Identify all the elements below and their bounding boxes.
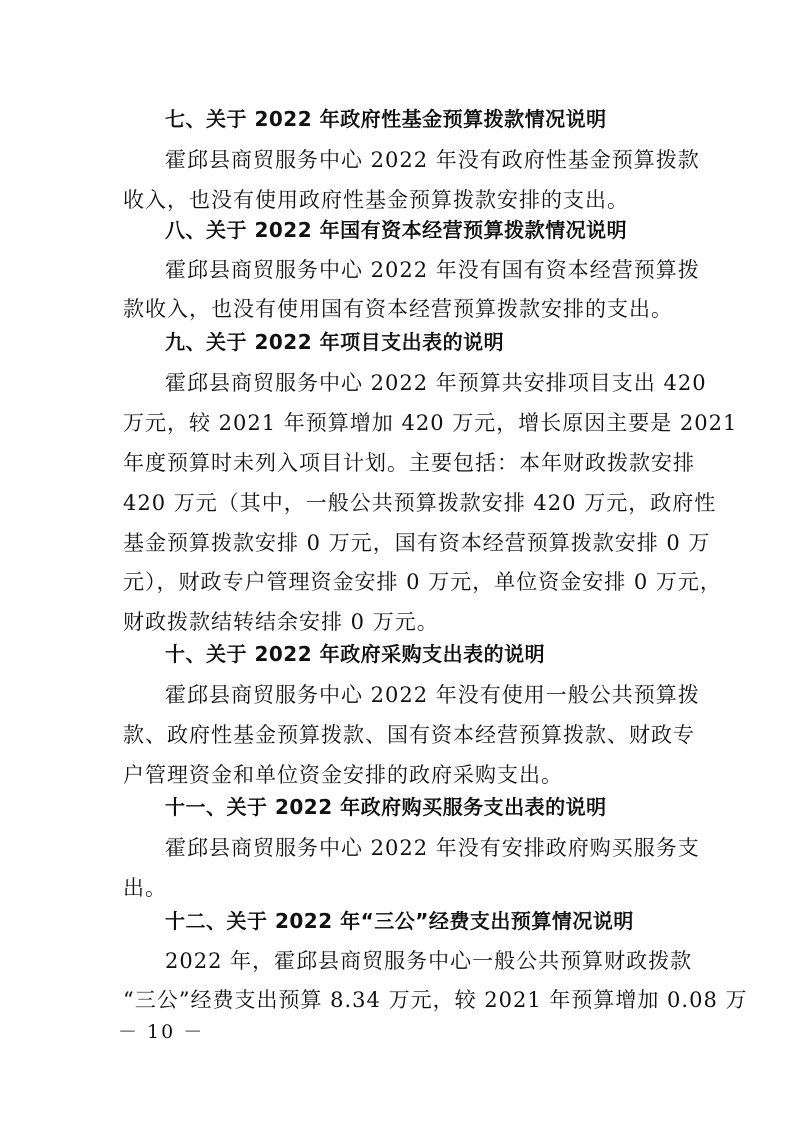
- paragraph-line: 收入，也没有使用政府性基金预算拨款安排的支出。: [123, 188, 629, 212]
- paragraph-line: 财政拨款结转结余安排 0 万元。: [123, 610, 439, 634]
- section-heading: 七、关于 2022 年政府性基金预算拨款情况说明: [165, 107, 607, 131]
- paragraph-line: 2022 年，霍邱县商贸服务中心一般公共预算财政拨款: [165, 949, 693, 973]
- paragraph-line: 款、政府性基金预算拨款、国有资本经营预算拨款、财政专: [123, 723, 695, 747]
- paragraph-line: 420 万元（其中，一般公共预算拨款安排 420 万元，政府性: [123, 491, 717, 515]
- paragraph-line: 万元，较 2021 年预算增加 420 万元，增长原因主要是 2021: [123, 411, 738, 435]
- paragraph-line: 霍邱县商贸服务中心 2022 年没有安排政府购买服务支: [165, 836, 700, 860]
- section-heading: 八、关于 2022 年国有资本经营预算拨款情况说明: [165, 218, 628, 242]
- section-heading: 十、关于 2022 年政府采购支出表的说明: [165, 642, 546, 666]
- paragraph-line: “三公”经费支出预算 8.34 万元，较 2021 年预算增加 0.08 万: [123, 988, 748, 1012]
- paragraph-line: 款收入，也没有使用国有资本经营预算拨款安排的支出。: [123, 297, 673, 321]
- paragraph-line: 霍邱县商贸服务中心 2022 年没有国有资本经营预算拨: [165, 258, 700, 282]
- paragraph-line: 元），财政专户管理资金安排 0 万元，单位资金安排 0 万元，: [123, 570, 722, 594]
- paragraph-line: 户管理资金和单位资金安排的政府采购支出。: [123, 763, 563, 787]
- paragraph-line: 霍邱县商贸服务中心 2022 年预算共安排项目支出 420: [165, 371, 707, 395]
- paragraph-line: 基金预算拨款安排 0 万元，国有资本经营预算拨款安排 0 万: [123, 531, 711, 555]
- section-heading: 九、关于 2022 年项目支出表的说明: [165, 330, 505, 354]
- section-heading: 十二、关于 2022 年“三公”经费支出预算情况说明: [165, 909, 634, 933]
- page-number: － 10 －: [118, 1021, 205, 1043]
- paragraph-line: 年度预算时未列入项目计划。主要包括：本年财政拨款安排: [123, 451, 695, 475]
- paragraph-line: 霍邱县商贸服务中心 2022 年没有政府性基金预算拨款: [165, 148, 700, 172]
- paragraph-line: 出。: [123, 876, 167, 900]
- section-heading: 十一、关于 2022 年政府购买服务支出表的说明: [165, 795, 607, 819]
- paragraph-line: 霍邱县商贸服务中心 2022 年没有使用一般公共预算拨: [165, 683, 700, 707]
